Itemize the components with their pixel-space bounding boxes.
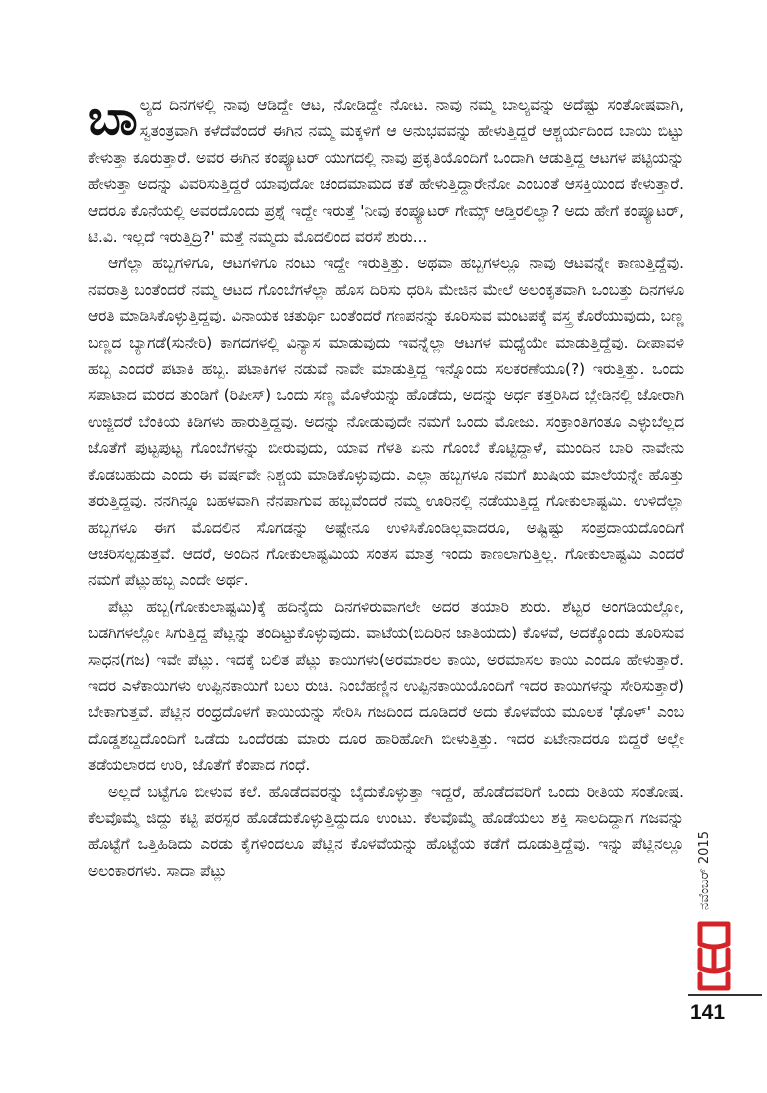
footer-rule <box>688 994 762 996</box>
article-paragraph: ಆಗೆಲ್ಲಾ ಹಬ್ಬಗಳಿಗೂ, ಆಟಗಳಿಗೂ ನಂಟು ಇದ್ದೇ ಇರುತ್ತಿತ್ತು. ಅಥವಾ ಹಬ್ಬಗಳಲ್ಲೂ ನಾವು ಆಟವನ್ನೇ ಕಾಣುತ್ತಿದ್ದೆವು. ನವರಾತ್ರಿ ಬಂತೆಂದರೆ ನಮ್ಮ ಆಟದ ಗೊಂಬೆಗಳೆಲ್ಲಾ ಹೊಸ ದಿರಿಸು ಧರಿಸಿ ಮೇಜಿನ ಮೇಲೆ ಅಲಂಕೃತವಾಗಿ ಒಂಬತ್ತು ದಿನಗಳೂ ಆರತಿ ಮಾಡಿಸಿಕೊಳ್ಳುತ್ತಿದ್ದವು. ವಿನಾಯಕ ಚತುರ್ಥಿ ಬಂತೆಂದರೆ ಗಣಪನನ್ನು ಕೂರಿಸುವ ಮಂಟಪಕ್ಕೆ ವಸ್ತ್ರ ಕೊರೆಯುವುದು, ಬಣ್ಣ ಬಣ್ಣದ ಬ್ಯಾಗಡೆ(ಸುನೇರಿ) ಕಾಗದಗಳಲ್ಲಿ ವಿನ್ಯಾಸ ಮಾಡುವುದು ಇವನ್ನೆಲ್ಲಾ ಆಟಗಳ ಮಧ್ಯೆಯೇ ಮಾಡುತ್ತಿದ್ದೆವು. ದೀಪಾವಳಿ ಹಬ್ಬ ಎಂದರೆ ಪಟಾಕಿ ಹಬ್ಬ. ಪಟಾಕಿಗಳ ನಡುವೆ ನಾವೇ ಮಾಡುತ್ತಿದ್ದ ಇನ್ನೊಂದು ಸಲಕರಣೆಯೂ(?) ಇರುತ್ತಿತ್ತು. ಒಂದು ಸಪಾಟಾದ ಮರದ ತುಂಡಿಗೆ (ರಿಪೀಸ್) ಒಂದು ಸಣ್ಣ ಮೊಳೆಯನ್ನು ಹೊಡೆದು, ಅದನ್ನು ಅರ್ಧ ಕತ್ತರಿಸಿದ ಬ್ಲೇಡಿನಲ್ಲಿ ಜೋರಾಗಿ ಉಜ್ಜಿದರೆ ಬೆಂಕಿಯ ಕಿಡಿಗಳು ಹಾರುತ್ತಿದ್ದವು. ಅದನ್ನು ನೋಡುವುದೇ ನಮಗೆ ಒಂದು ಮೋಜು. ಸಂಕ್ರಾಂತಿಗಂತೂ ಎಳ್ಳುಬೆಲ್ಲದ ಜೊತೆಗೆ ಪುಟ್ಟಪುಟ್ಟ ಗೊಂಬೆಗಳನ್ನು ಬೀರುವುದು, ಯಾವ ಗೆಳತಿ ಏನು ಗೊಂಬೆ ಕೊಟ್ಟಿದ್ದಾಳೆ, ಮುಂದಿನ ಬಾರಿ ನಾವೇನು ಕೊಡಬಹುದು ಎಂದು ಈ ವರ್ಷವೇ ನಿಶ್ಚಯ ಮಾಡಿಕೊಳ್ಳುವುದು. ಎಲ್ಲಾ ಹಬ್ಬಗಳೂ ನಮಗೆ ಖುಷಿಯ ಮಾಲೆಯನ್ನೇ ಹೊತ್ತು ತರುತ್ತಿದ್ದವು. ನನಗಿನ್ನೂ ಬಹಳವಾಗಿ ನೆನಪಾಗುವ ಹಬ್ಬವೆಂದರೆ ನಮ್ಮ ಊರಿನಲ್ಲಿ ನಡೆಯುತ್ತಿದ್ದ ಗೋಕುಲಾಷ್ಟಮಿ. ಉಳಿದೆಲ್ಲಾ ಹಬ್ಬಗಳೂ ಈಗ ಮೊದಲಿನ ಸೊಗಡನ್ನು ಅಷ್ಟೇನೂ ಉಳಿಸಿಕೊಂಡಿಲ್ಲವಾದರೂ, ಅಷ್ಟಿಷ್ಟು ಸಂಪ್ರದಾಯದೊಂದಿಗೆ ಆಚರಿಸಲ್ಪಡುತ್ತವೆ. ಆದರೆ, ಅಂದಿನ ಗೋಕುಲಾಷ್ಟಮಿಯ ಸಂತಸ ಮಾತ್ರ ಇಂದು ಕಾಣಲಾಗುತ್ತಿಲ್ಲ. ಗೋಕುಲಾಷ್ಟಮಿ ಎಂದರೆ ನಮಗೆ ಪೆಟ್ಲುಹಬ್ಬ ಎಂದೇ ಅರ್ಥ. <box>88 254 684 590</box>
issue-date: ನವೆಂಬರ್ 2015 <box>697 831 712 910</box>
article-paragraph <box>88 92 684 250</box>
magazine-logo-icon <box>692 920 736 992</box>
paragraph-text: ಲ್ಯದ ದಿನಗಳಲ್ಲಿ ನಾವು ಆಡಿದ್ದೇ ಆಟ, ನೋಡಿದ್ದೇ ನೋಟ. ನಾವು ನಮ್ಮ ಬಾಲ್ಯವನ್ನು ಅದೆಷ್ಟು ಸಂತೋಷವಾಗಿ, ಸ್ವತಂತ್ರವಾಗಿ ಕಳೆದೆವೆಂದರೆ ಈಗಿನ ನಮ್ಮ ಮಕ್ಕಳಿಗೆ ಆ ಅನುಭವವನ್ನು ಹೇಳುತ್ತಿದ್ದರೆ ಆಶ್ಚರ್ಯದಿಂದ ಬಾಯಿ ಬಿಟ್ಟು ಕೇಳುತ್ತಾ ಕೂರುತ್ತಾರೆ. ಅವರ ಈಗಿನ ಕಂಪ್ಯೂಟರ್ ಯುಗದಲ್ಲಿ ನಾವು ಪ್ರಕೃತಿಯೊಂದಿಗೆ ಒಂದಾಗಿ ಆಡುತ್ತಿದ್ದ ಆಟಗಳ ಪಟ್ಟಿಯನ್ನು ಹೇಳುತ್ತಾ ಅದನ್ನು ವಿವರಿಸುತ್ತಿದ್ದರೆ ಯಾವುದೋ ಚಂದಮಾಮದ ಕತೆ ಹೇಳುತ್ತಿದ್ದಾರೇನೋ ಎಂಬಂತೆ ಆಸಕ್ತಿಯಿಂದ ಕೇಳುತ್ತಾರೆ. ಆದರೂ ಕೊನೆಯಲ್ಲಿ ಅವರದೊಂದು ಪ್ರಶ್ನೆ ಇದ್ದೇ ಇರುತ್ತೆ 'ನೀವು ಕಂಪ್ಯೂಟರ್ ಗೇಮ್ಸ್ ಆಡ್ತಿರಲಿಲ್ವಾ? ಅದು ಹೇಗೆ ಕಂಪ್ಯೂಟರ್, ಟಿ.ವಿ. ಇಲ್ಲದೆ ಇರುತ್ತಿದ್ರಿ?' ಮತ್ತೆ ನಮ್ಮದು ಮೊದಲಿಂದ ವರಸೆ ಶುರು... <box>88 96 684 247</box>
article-paragraph: ಅಲ್ಲದೆ ಬಟ್ಟೆಗೂ ಬೀಳುವ ಕಲೆ. ಹೊಡೆದವರನ್ನು ಬೈದುಕೊಳ್ಳುತ್ತಾ ಇದ್ದರೆ, ಹೊಡೆದವರಿಗೆ ಒಂದು ರೀತಿಯ ಸಂತೋಷ. ಕೆಲವೊಮ್ಮೆ ಜಿದ್ದು ಕಟ್ಟಿ ಪರಸ್ಪರ ಹೊಡೆದುಕೊಳ್ಳುತ್ತಿದ್ದುದೂ ಉಂಟು. ಕೆಲವೊಮ್ಮೆ ಹೊಡೆಯಲು ಶಕ್ತಿ ಸಾಲದಿದ್ದಾಗ ಗಜವನ್ನು ಹೊಟ್ಟೆಗೆ ಒತ್ತಿಹಿಡಿದು ಎರಡು ಕೈಗಳಿಂದಲೂ ಪೆಟ್ಲಿನ ಕೊಳವೆಯನ್ನು ಹೊಟ್ಟೆಯ ಕಡೆಗೆ ದೂಡುತ್ತಿದ್ದೆವು. ಇನ್ನು ಪೆಟ್ಲಿನಲ್ಲೂ ಅಲಂಕಾರಗಳು. ಸಾದಾ ಪೆಟ್ಲು <box>88 782 684 880</box>
article-paragraph: ಪೆಟ್ಲು ಹಬ್ಬ(ಗೋಕುಲಾಷ್ಟಮಿ)ಕ್ಕೆ ಹದಿನೈದು ದಿನಗಳಿರುವಾಗಲೇ ಅದರ ತಯಾರಿ ಶುರು. ಶೆಟ್ಟರ ಅಂಗಡಿಯಲ್ಲೋ, ಬಡಗಿಗಳಲ್ಲೋ ಸಿಗುತ್ತಿದ್ದ ಪೆಟ್ಲನ್ನು ತಂದಿಟ್ಟುಕೊಳ್ಳುವುದು. ವಾಟೆಯ(ಬಿದಿರಿನ ಜಾತಿಯದು) ಕೊಳವೆ, ಅದಕ್ಕೊಂದು ತೂರಿಸುವ ಸಾಧನ(ಗಜ) ಇವೇ ಪೆಟ್ಲು. ಇದಕ್ಕೆ ಬಲಿತ ಪೆಟ್ಲು ಕಾಯಿಗಳು(ಅರಮಾರಲ ಕಾಯಿ, ಅರಮಾಸಲ ಕಾಯಿ ಎಂದೂ ಹೇಳುತ್ತಾರೆ. ಇದರ ಎಳೆಕಾಯಿಗಳು ಉಪ್ಪಿನಕಾಯಿಗೆ ಬಲು ರುಚಿ. ನಿಂಬೆಹಣ್ಣಿನ ಉಪ್ಪಿನಕಾಯಿಯೊಂದಿಗೆ ಇದರ ಕಾಯಿಗಳನ್ನು ಸೇರಿಸುತ್ತಾರೆ) ಬೇಕಾಗುತ್ತವೆ. ಪೆಟ್ಲಿನ ರಂಧ್ರದೊಳಗೆ ಕಾಯಿಯನ್ನು ಸೇರಿಸಿ ಗಜದಿಂದ ದೂಡಿದರೆ ಅದು ಕೊಳವೆಯ ಮೂಲಕ 'ಢೊಳ್' ಎಂಬ ದೊಡ್ಡಶಬ್ದದೊಂದಿಗೆ ಒಡೆದು ಒಂದೆರಡು ಮಾರು ದೂರ ಹಾರಿಹೋಗಿ ಬೀಳುತ್ತಿತ್ತು. ಇದರ ಏಟೇನಾದರೂ ಬಿದ್ದರೆ ಅಲ್ಲೇ ತಡೆಯಲಾರದ ಉರಿ, ಜೊತೆಗೆ ಕೆಂಪಾದ ಗಂಧೆ. <box>88 597 684 775</box>
page-number: 141 <box>690 1001 726 1024</box>
page-sidebar <box>688 780 762 1000</box>
drop-cap: ಬಾ <box>88 90 136 146</box>
article-body <box>88 92 684 884</box>
